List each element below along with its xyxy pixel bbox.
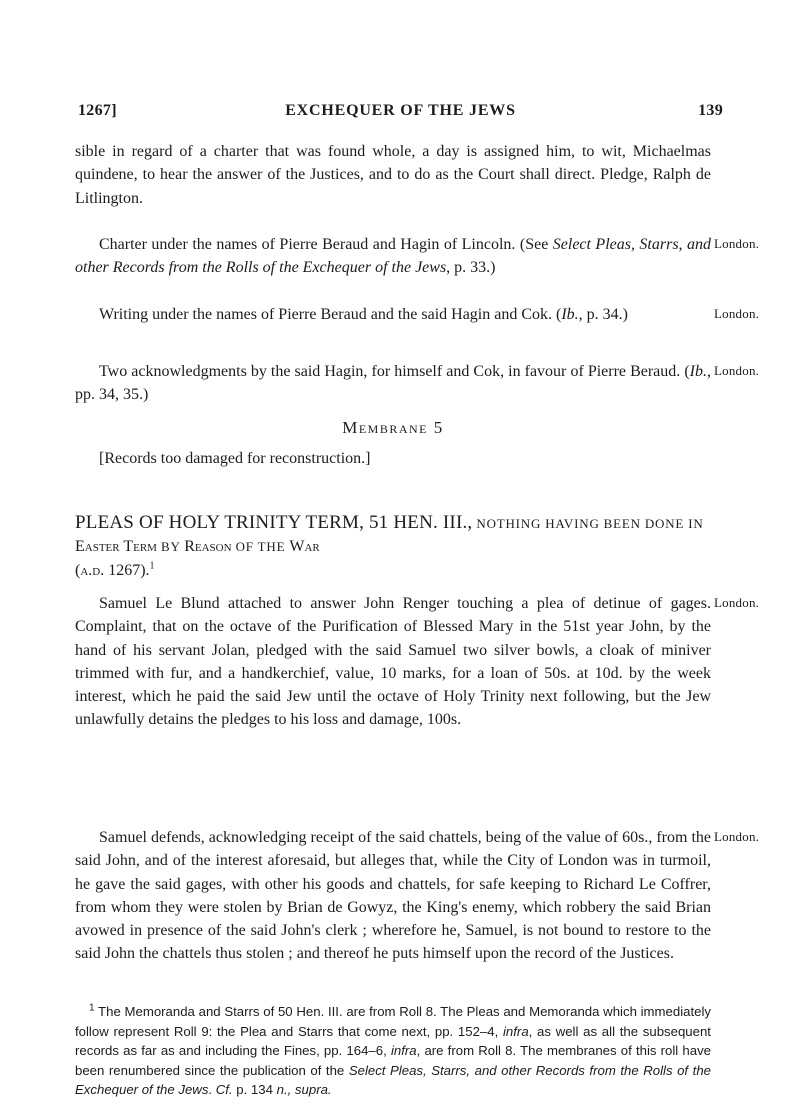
section-heading-sub: OF THE	[231, 539, 290, 555]
paragraph-text: sible in regard of a charter that was found whole, a day is assigned him, to wit, Michaelmas quindene, to hear the answer of the Justices, and to do as the Court shall direct. Pledge, Ralph de Litlington.	[75, 143, 711, 207]
section-heading-sub: Easter Term	[75, 538, 157, 556]
running-header	[78, 102, 723, 128]
paragraph-acknowledgments	[75, 360, 711, 407]
margin-note-london: London.	[714, 829, 760, 844]
footnote-italic: Cf.	[215, 1082, 233, 1098]
footnote	[75, 1002, 711, 1100]
paragraph-continuation	[75, 140, 711, 210]
membrane-note	[75, 447, 711, 470]
margin-note-london: London.	[714, 363, 760, 378]
membrane-note-text: [Records too damaged for reconstruction.]	[99, 450, 371, 467]
paragraph-text: Charter under the names of Pierre Beraud and Hagin of Lincoln. (See	[99, 236, 553, 253]
page-number: 139	[698, 102, 723, 119]
header-year: 1267]	[78, 102, 117, 119]
plea-paragraph	[75, 592, 711, 732]
paragraph-text: , p. 33.)	[446, 259, 496, 277]
paragraph-text: , p. 34.)	[578, 306, 628, 323]
section-heading-main: PLEAS OF HOLY TRINITY TERM, 51 HEN. III.,	[75, 512, 473, 533]
paragraph-charter	[75, 233, 711, 280]
footnote-text: , as well as all the subsequent records as far as and including the Fines, pp. 164–6,	[75, 1023, 711, 1059]
footnote-text: , are from Roll 8. The membranes of this roll have been renumbered since the publication of the	[75, 1043, 711, 1078]
footnote-italic: n., supra.	[276, 1082, 332, 1098]
footnote-italic: infra	[390, 1043, 417, 1059]
paragraph-text: , pp. 34, 35.)	[75, 363, 711, 404]
margin-note-london: London.	[714, 595, 760, 610]
footnote-italic: Select Pleas, Starrs, and other Records from the Rolls of the Exchequer of the Jews	[75, 1062, 711, 1098]
section-heading-sub: War	[289, 538, 320, 556]
book-citation: Select Pleas, Starrs, and other Records from the Rolls of the Exchequer of the Jews	[75, 236, 711, 277]
plea-paragraph	[75, 826, 711, 966]
section-heading	[75, 511, 715, 582]
section-heading-sub: Reason	[184, 538, 232, 556]
footnote-reference[interactable]: 1	[149, 560, 155, 572]
section-heading-date: (a.d. 1267).	[75, 561, 150, 579]
footnote-marker: 1	[89, 1002, 95, 1014]
footnote-text: .	[208, 1082, 216, 1098]
footnote-italic: infra	[503, 1023, 529, 1039]
footnote-text: The Memoranda and Starrs of 50 Hen. III. are from Roll 8. The Pleas and Memoranda which immediately follow represent Roll 9: the Plea and Starrs that come next, pp. 152–4,	[75, 1004, 711, 1039]
header-title: EXCHEQUER OF THE JEWS	[285, 102, 516, 119]
section-heading-sub: NOTHING HAVING BEEN DONE IN	[476, 516, 704, 531]
paragraph-text: Samuel defends, acknowledging receipt of the said chattels, being of the value of 60s., from the said John, and of the interest aforesaid, but alleges that, while the City of London was in turmoil, he gave the said gages, with other his goods and chattels, for safe keeping to Richard Le Coffrer, from whom they were stolen by Brian de Gowyz, the King's enemy, which robbery the said Brian avowed in presence of the said John's clerk ; wherefore he, Samuel, is not bound to restore to the said John the chattels thus stolen ; and thereof he puts himself upon the record of the Justices.	[75, 829, 711, 963]
margin-note-london: London.	[714, 306, 760, 321]
footnote-text: p. 134	[232, 1082, 277, 1098]
ibid-citation: Ib.	[689, 363, 707, 380]
margin-note-london: London.	[714, 236, 760, 251]
membrane-title: Membrane 5	[342, 418, 444, 437]
section-heading-sub: BY	[156, 539, 185, 555]
paragraph-text: Two acknowledgments by the said Hagin, for himself and Cok, in favour of Pierre Beraud. (	[99, 363, 690, 380]
paragraph-text: Writing under the names of Pierre Beraud and the said Hagin and Cok. (	[99, 306, 562, 323]
ibid-citation: Ib.	[561, 306, 579, 323]
paragraph-text: Samuel Le Blund attached to answer John Renger touching a plea of detinue of gages. Complaint, that on the octave of the Purification of Blessed Mary in the 51st year John, by the hand of his servant Jolan, pledged with the said Samuel two silver bowls, a cloak of miniver trimmed with fur, and a handkerchief, value, 10 marks, for a loan of 50s. at 10d. by the week interest, which he paid the said Jew until the octave of Holy Trinity next following, but the Jew unlawfully detains the pledges to his loss and damage, 100s.	[75, 595, 711, 729]
paragraph-writing	[75, 303, 711, 326]
